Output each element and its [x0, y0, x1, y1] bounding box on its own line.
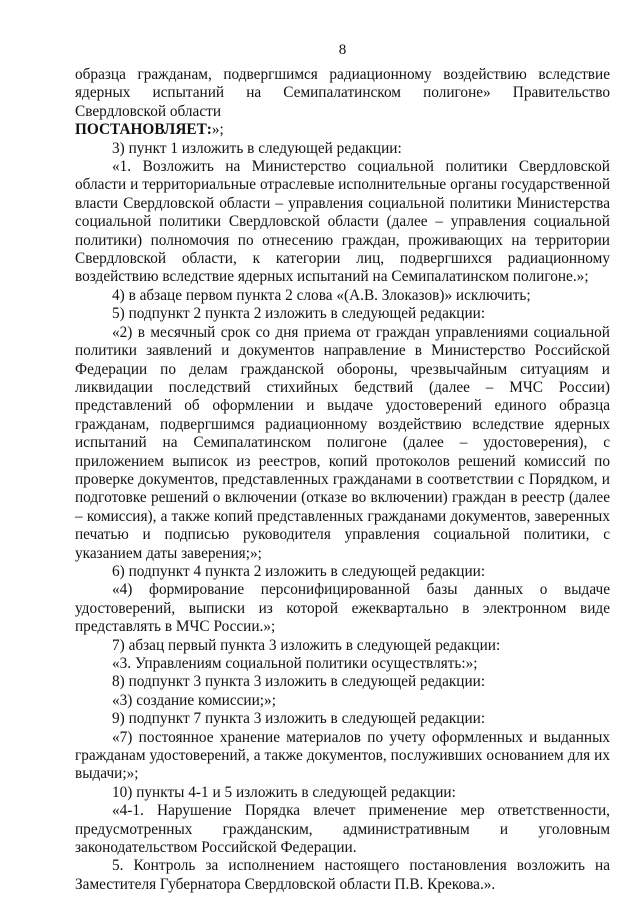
paragraph-text: «3) создание комиссии;»; — [112, 691, 276, 709]
paragraph-text: «7) постоянное хранение материалов по учету оформленных и выданных гражданам удостоверений, а также документов, послуживших основанием для их выдачи;»; — [75, 728, 610, 783]
paragraph — [75, 857, 610, 894]
paragraph — [75, 581, 610, 636]
paragraph — [75, 692, 610, 710]
paragraph — [75, 802, 610, 857]
paragraph-text: 6) подпункт 4 пункта 2 изложить в следующей редакции: — [112, 562, 486, 580]
paragraph-text: «4-1. Нарушение Порядка влечет применение мер ответственности, предусмотренных гражданским, административным и уголовным законодательством Российской Федерации. — [75, 802, 610, 857]
paragraph-text: 5. Контроль за исполнением настоящего постановления возложить на Заместителя Губернатора Свердловской области П.В. Крекова.». — [75, 857, 610, 893]
paragraph — [75, 324, 610, 563]
paragraph — [75, 305, 610, 323]
paragraph-text: »; — [211, 121, 224, 139]
document-body — [75, 66, 610, 894]
decree-keyword: ПОСТАНОВЛЯЕТ: — [75, 121, 212, 139]
paragraph — [75, 729, 610, 784]
paragraph-text: «3. Управлениям социальной политики осуществлять:»; — [112, 655, 478, 672]
paragraph-text: «4) формирование персонифицированной базы данных о выдаче удостоверений, выписки из которой ежеквартально в электронном виде представлять в МЧС России.»; — [75, 581, 610, 636]
paragraph — [75, 66, 610, 121]
paragraph-text: 8) подпункт 3 пункта 3 изложить в следующей редакции: — [112, 673, 486, 691]
paragraph — [75, 637, 610, 655]
paragraph-text: «1. Возложить на Министерство социальной политики Свердловской области и территориальные отраслевые исполнительные органы государственной власти Свердловской области – управления социальной политики Министерства социальной политики Свердловской области (далее – управления социальной политики) полномочия по отнесению граждан, проживающих на территории Свердловской области, к категории лиц, подвергшихся радиационному воздействию вследствие ядерных испытаний на Семипалатинском полигоне.»; — [75, 158, 610, 286]
paragraph — [75, 121, 610, 139]
paragraph-text: 7) абзац первый пункта 3 изложить в следующей редакции: — [112, 636, 501, 654]
paragraph — [75, 784, 610, 802]
paragraph — [75, 655, 610, 673]
paragraph — [75, 673, 610, 691]
paragraph — [75, 563, 610, 581]
paragraph — [75, 710, 610, 728]
paragraph-text: 9) подпункт 7 пункта 3 изложить в следующей редакции: — [112, 710, 486, 728]
paragraph-text: 3) пункт 1 изложить в следующей редакции: — [112, 139, 402, 157]
paragraph-text: 5) подпункт 2 пункта 2 изложить в следующей редакции: — [112, 305, 486, 323]
paragraph — [75, 140, 610, 158]
paragraph-text: 4) в абзаце первом пункта 2 слова «(А.В. Злоказов)» исключить; — [112, 286, 531, 304]
page-number: 8 — [338, 42, 347, 58]
paragraph — [75, 287, 610, 305]
paragraph-text: «2) в месячный срок со дня приема от граждан управлениями социальной политики заявлений и документов направление в Министерство Российской Федерации по делам гражданской обороны, чрезвычайным ситуациям и ликвидации последствий стихийных бедствий (далее – МЧС России) представлений об оформлении и выдаче удостоверений единого образца гражданам, подвергшимся радиационному воздействию вследствие ядерных испытаний на Семипалатинском полигоне (далее – удостоверения), с приложением выписок из реестров, копий протоколов решений комиссий по проверке документов, представленных гражданами в соответствии с Порядком, и подготовке решений о включении (отказе во включении) граждан в реестр (далее – комиссия), а также копий представленных гражданами документов, заверенных печатью и подписью руководителя управления социальной политики, с указанием даты заверения;»; — [75, 323, 610, 562]
paragraph — [75, 158, 610, 287]
paragraph-text: 10) пункты 4-1 и 5 изложить в следующей редакции: — [112, 783, 456, 801]
paragraph-text: образца гражданам, подвергшимся радиационному воздействию вследствие ядерных испытаний на Семипалатинском полигоне» Правительство Свердловской области — [75, 66, 610, 120]
